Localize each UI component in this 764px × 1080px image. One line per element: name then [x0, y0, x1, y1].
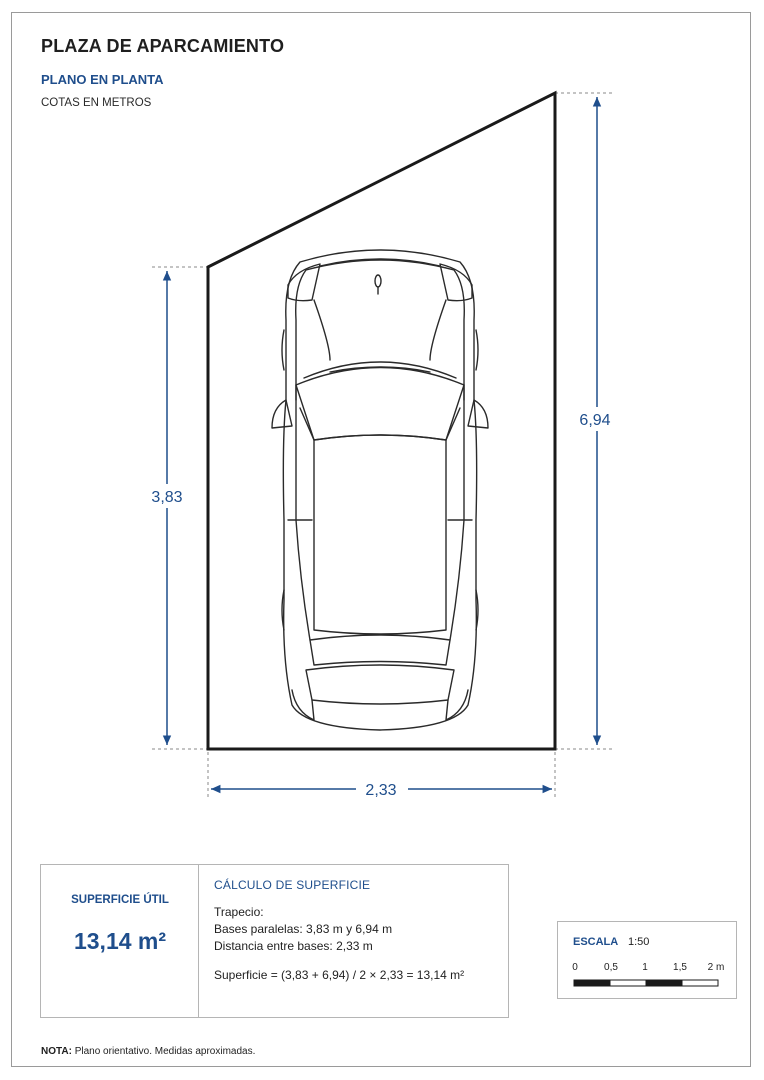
scale-tick-label: 0,5 — [604, 962, 618, 973]
calculation-line: Distancia entre bases: 2,33 m — [214, 939, 373, 953]
parking-outline — [208, 93, 555, 749]
area-calculation-panel — [40, 864, 509, 1018]
area-value: 13,14 m² — [73, 928, 167, 954]
scale-panel — [557, 921, 737, 999]
area-label: SUPERFICIE ÚTIL — [71, 894, 169, 906]
calculation-line: Trapecio: — [214, 905, 264, 919]
scale-bar — [573, 978, 719, 988]
car-icon — [272, 250, 488, 730]
bottom-dimension-label: 2,33 — [365, 782, 397, 799]
scale-tick-label: 2 m — [707, 962, 725, 973]
page-title: PLAZA DE APARCAMIENTO — [41, 36, 285, 56]
footer-note — [41, 1046, 255, 1057]
scale-ratio: 1:50 — [628, 936, 650, 948]
left-dimension-label: 3,83 — [151, 489, 183, 506]
note-text: Plano orientativo. Medidas aproximadas. — [74, 1046, 256, 1057]
calculation-result: Superficie = (3,83 + 6,94) / 2 × 2,33 = 13,14 m² — [214, 968, 465, 982]
calculation-line: Bases paralelas: 3,83 m y 6,94 m — [214, 922, 393, 936]
units-note: COTAS EN METROS — [41, 97, 152, 109]
calculation-title: CÁLCULO DE SUPERFICIE — [214, 878, 371, 892]
extension-lines — [152, 93, 612, 800]
note-label: NOTA: — [41, 1046, 72, 1057]
area-summary — [41, 865, 199, 1017]
scale-title: ESCALA — [573, 936, 619, 948]
scale-tick-label: 1 — [642, 962, 648, 973]
right-dimension-label: 6,94 — [579, 412, 611, 429]
plan-subtitle: PLANO EN PLANTA — [41, 72, 164, 87]
scale-tick-label: 0 — [572, 962, 578, 973]
scale-tick-label: 1,5 — [673, 962, 687, 973]
